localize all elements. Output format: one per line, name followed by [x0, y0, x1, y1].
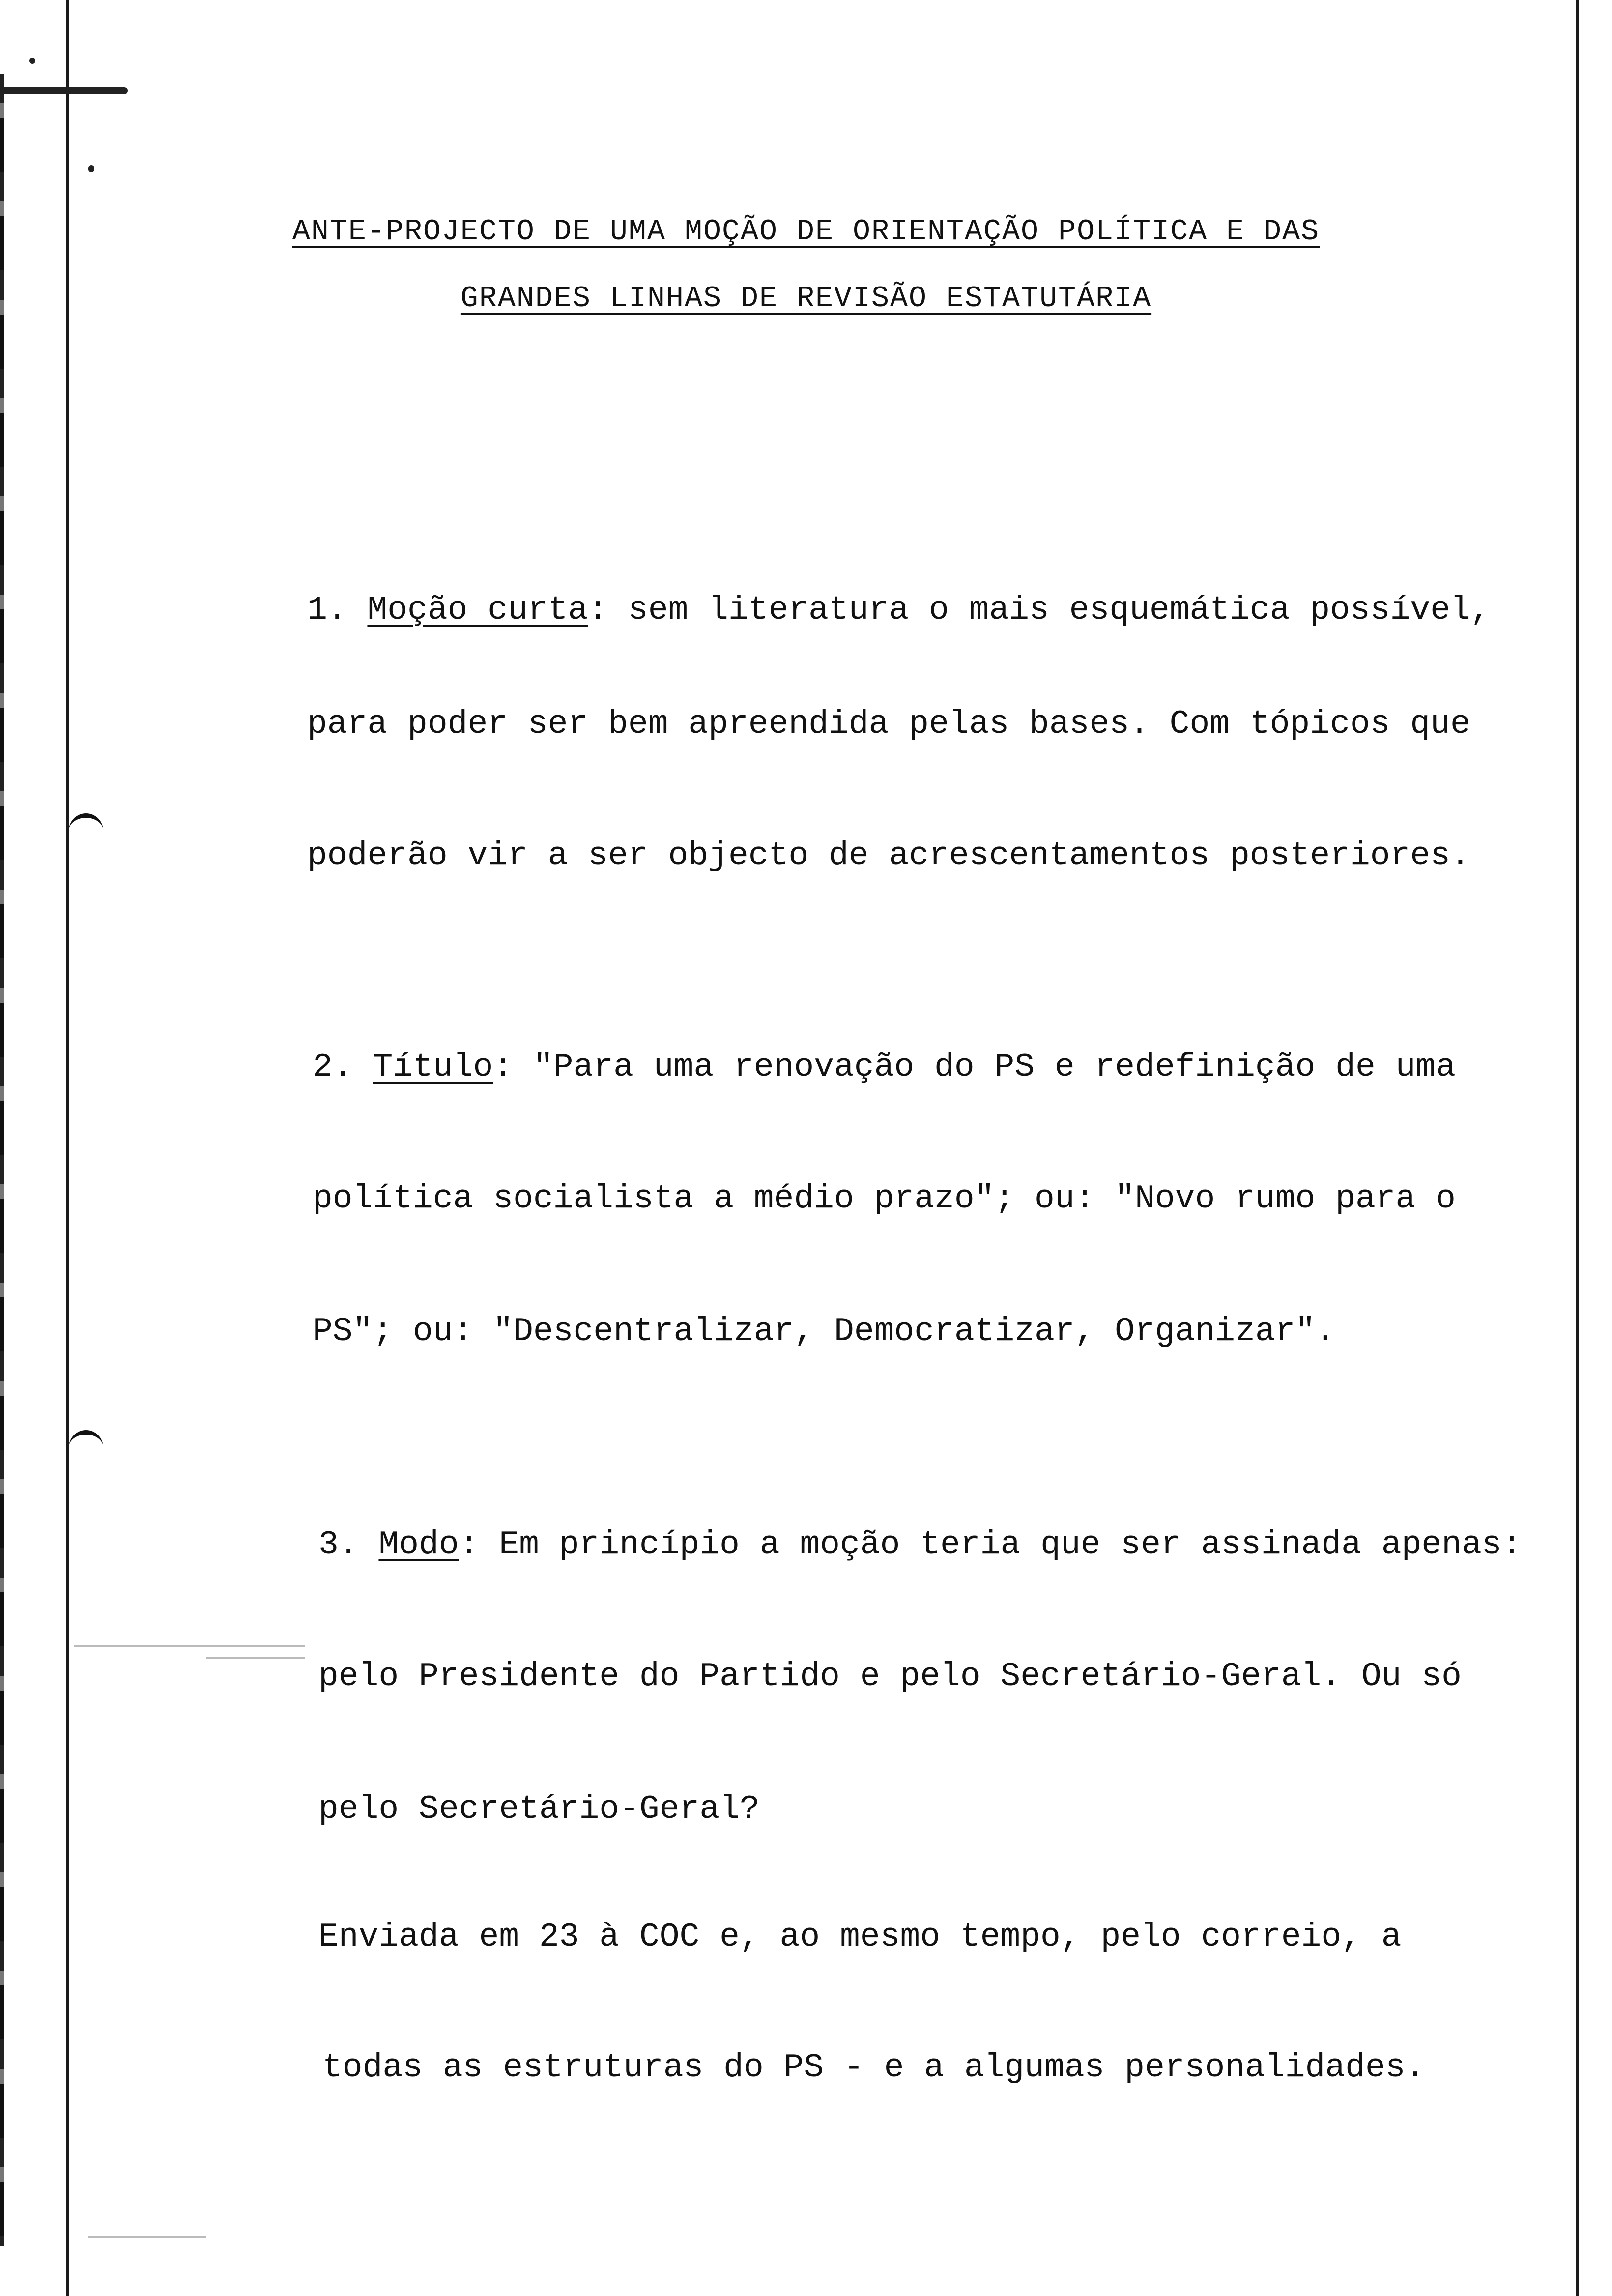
ink-speck — [88, 165, 94, 172]
margin-rule — [66, 0, 69, 2296]
document-title-line-2: GRANDES LINHAS DE REVISÃO ESTATUTÁRIA — [460, 282, 1152, 316]
staple-mark — [0, 87, 128, 94]
scan-edge-shadow — [0, 74, 4, 2246]
ink-speck — [29, 58, 35, 64]
section-1-line-2: para poder ser bem apreendida pelas bases. Com tópicos que — [307, 705, 1470, 743]
section-3-number: 3. — [318, 1526, 359, 1564]
section-2-line-1: 2. Título: "Para uma renovação do PS e redefinição de uma — [313, 1048, 1456, 1086]
scan-noise — [206, 1657, 305, 1659]
section-3-line-2: pelo Presidente do Partido e pelo Secretário-Geral. Ou só — [318, 1658, 1462, 1695]
punch-hole-mark — [69, 1430, 103, 1454]
section-2-line-2: política socialista a médio prazo"; ou: "Novo rumo para o — [313, 1180, 1456, 1218]
punch-hole-mark — [69, 813, 103, 837]
section-3-line-4: Enviada em 23 à COC e, ao mesmo tempo, pelo correio, a — [318, 1918, 1402, 1956]
section-3-heading: Modo — [378, 1526, 459, 1564]
right-border-rule — [1576, 0, 1579, 2296]
scan-noise — [88, 2236, 206, 2238]
section-1-number: 1. — [307, 591, 347, 629]
section-3-line-5: todas as estruturas do PS - e a algumas personalidades. — [322, 2049, 1426, 2087]
section-1-line-3: poderão vir a ser objecto de acrescentamentos posteriores. — [307, 837, 1470, 875]
section-2-heading: Título — [373, 1048, 493, 1086]
section-1-heading: Moção curta — [367, 591, 588, 629]
section-2-line-3: PS"; ou: "Descentralizar, Democratizar, Organizar". — [313, 1313, 1336, 1350]
section-1-line-1: 1. Moção curta: sem literatura o mais esquemática possível, — [307, 591, 1491, 629]
document-title-line-1: ANTE-PROJECTO DE UMA MOÇÃO DE ORIENTAÇÃO POLÍTICA E DAS — [292, 215, 1320, 249]
scan-noise — [74, 1645, 305, 1647]
section-3-line-1: 3. Modo: Em princípio a moção teria que ser assinada apenas: — [318, 1526, 1522, 1564]
section-2-number: 2. — [313, 1048, 353, 1086]
section-3-line-3: pelo Secretário-Geral? — [318, 1790, 760, 1828]
